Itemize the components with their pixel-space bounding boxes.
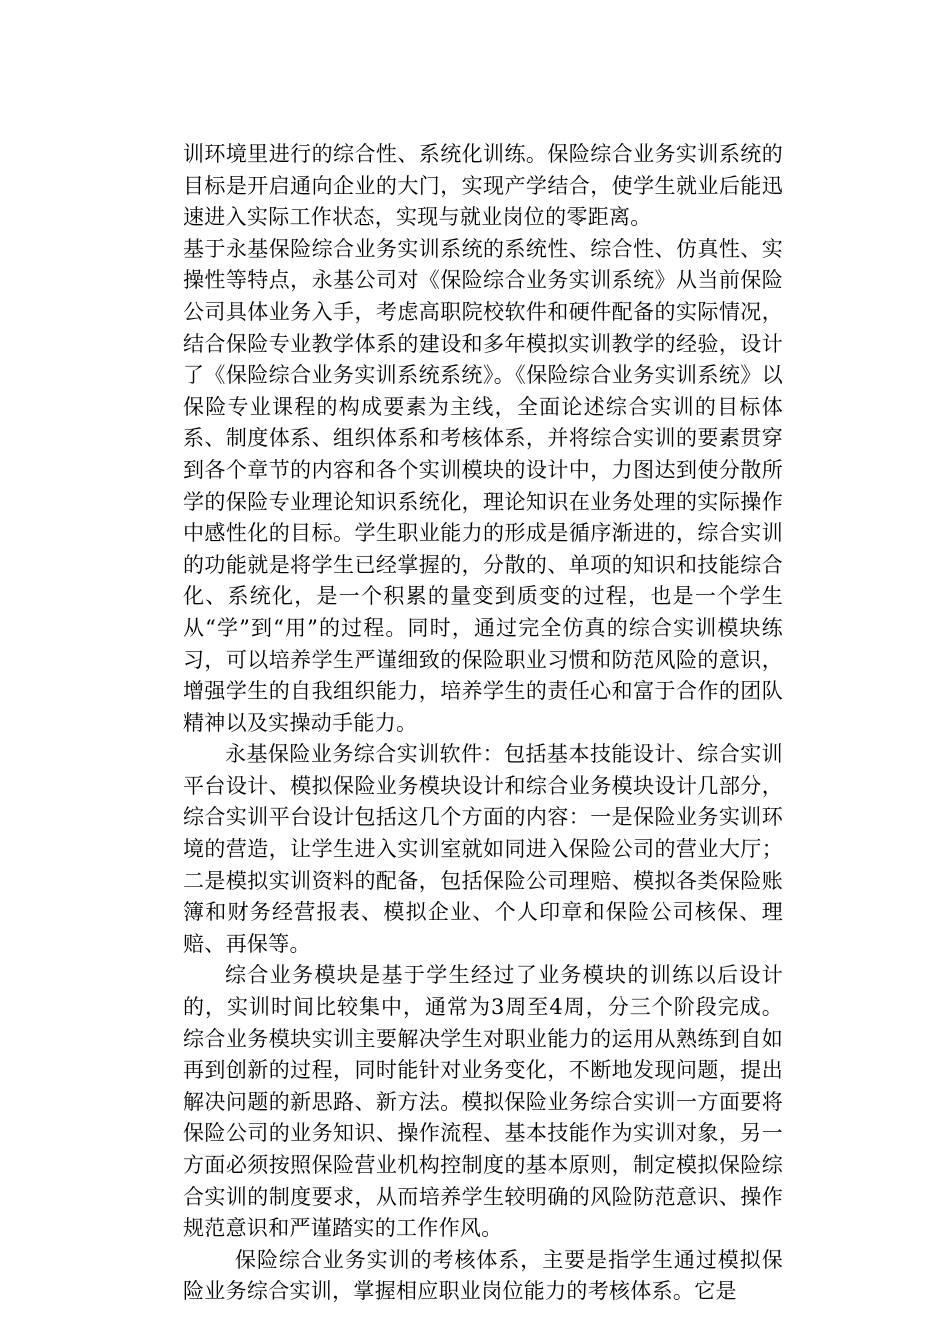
paragraph-comprehensive-module: 综合业务模块是基于学生经过了业务模块的训练以后设计的，实训时间比较集中，通常为3周至4周，分三个阶段完成。综合业务模块实训主要解决学生对职业能力的运用从熟练到自如再到创新的过程，同时能针对业务变化，不断地发现问题，提出解决问题的新思路、新方法。模拟保险业务综合实训一方面要将保险公司的业务知识、操作流程、基本技能作为实训对象，另一方面必须按照保险营业机构控制度的基本原则，制定模拟保险综合实训的制度要求，从而培养学生较明确的风险防范意识、操作规范意识和严谨踏实的工作作风。 [183, 963, 783, 1241]
document-body [183, 139, 783, 1308]
paragraph-system-features: 基于永基保险综合业务实训系统的系统性、综合性、仿真性、实操性等特点，永基公司对《保险综合业务实训系统》从当前保险公司具体业务入手，考虑高职院校软件和硬件配备的实际情况，结合保险专业教学体系的建设和多年模拟实训教学的经验，设计了《保险综合业务实训系统系统》。《保险综合业务实训系统》以保险专业课程的构成要素为主线，全面论述综合实训的目标体系、制度体系、组织体系和考核体系，并将综合实训的要素贯穿到各个章节的内容和各个实训模块的设计中，力图达到使分散所学的保险专业理论知识系统化，理论知识在业务处理的实际操作中感性化的目标。学生职业能力的形成是循序渐进的，综合实训的功能就是将学生已经掌握的，分散的、单项的知识和技能综合化、系统化，是一个积累的量变到质变的过程，也是一个学生从“学”到“用”的过程。同时，通过完全仿真的综合实训模块练习，可以培养学生严谨细致的保险职业习惯和防范风险的意识，增强学生的自我组织能力，培养学生的责任心和富于合作的团队精神以及实操动手能力。 [183, 236, 783, 735]
paragraph-continuation: 训环境里进行的综合性、系统化训练。保险综合业务实训系统的目标是开启通向企业的大门，实现产学结合，使学生就业后能迅速进入实际工作状态，实现与就业岗位的零距离。 [183, 142, 783, 230]
paragraph-training-software: 永基保险业务综合实训软件：包括基本技能设计、综合实训平台设计、模拟保险业务模块设计和综合业务模块设计几部分，综合实训平台设计包括这几个方面的内容：一是保险业务实训环境的营造，让学生进入实训室就如同进入保险公司的营业大厅；二是模拟实训资料的配备，包括保险公司理赔、模拟各类保险账簿和财务经营报表、模拟企业、个人印章和保险公司核保、理赔、再保等。 [183, 742, 783, 956]
paragraph-assessment-system: 保险综合业务实训的考核体系，主要是指学生通过模拟保险业务综合实训，掌握相应职业岗位能力的考核体系。它是 [183, 1247, 783, 1304]
